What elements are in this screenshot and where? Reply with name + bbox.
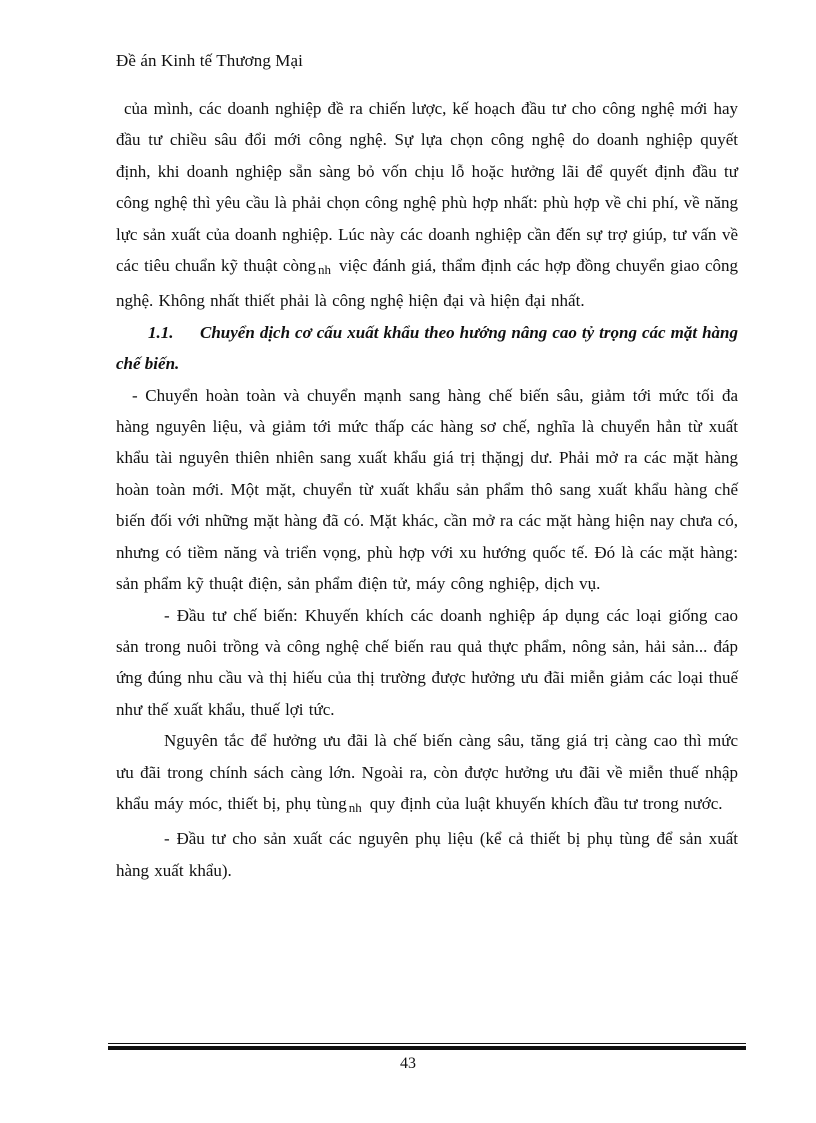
paragraph-3: - Đầu tư chế biến: Khuyến khích các doanh nghiệp áp dụng các loại giống cao sản trong nuôi trồng và công nghệ chế biến rau quả thực phẩm, nông sản, hải sản... đáp ứng đúng nhu cầu và thị hiếu của thị trường được hưởng ưu đãi miễn giảm các loại thuế như thế xuất khẩu, thuế lợi tức. bbox=[116, 605, 738, 719]
paragraph-4-text-a: Nguyên tắc để hưởng ưu đãi là chế biến càng sâu, tăng giá trị càng cao thì mức ưu đãi trong chính sách càng lớn. Ngoài ra, còn được hưởng ưu đãi về miễn thuế nhập khẩu máy móc, thiết bị, phụ tùng bbox=[116, 731, 738, 813]
page-number: 43 bbox=[400, 1055, 416, 1072]
footer-rule-thin bbox=[108, 1043, 746, 1044]
footer-rule-thick bbox=[108, 1046, 746, 1050]
paragraph-5: - Đầu tư cho sản xuất các nguyên phụ liệu (kể cả thiết bị phụ tùng để sản xuất hàng xuất khẩu). bbox=[116, 829, 738, 880]
paragraph-2: - Chuyển hoàn toàn và chuyển mạnh sang hàng chế biến sâu, giảm tới mức tối đa hàng nguyên liệu, và giảm tới mức thấp các hàng sơ chế, nghĩa là chuyển hẳn từ xuất khẩu tài nguyên thiên nhiên sang xuất khẩu giá trị thặngj dư. Phải mở ra các mặt hàng hoàn toàn mới. Một mặt, chuyển từ xuất khẩu sản phẩm thô sang xuất khẩu hàng chế biến đối với những mặt hàng đã có. Mặt khác, cần mở ra các mặt hàng hiện nay chưa có, nhưng có tiềm năng và triển vọng, phù hợp với xu hướng quốc tế. Đó là các mặt hàng: sản phẩm kỹ thuật điện, sản phẩm điện tử, máy công nghiệp, dịch vụ. bbox=[116, 385, 738, 594]
paragraph-1-text-b: việc đánh giá, thẩm định các hợp đồng chuyển giao công nghệ. Không nhất thiết phải là công nghệ hiện đại và hiện đại nhất. bbox=[116, 256, 738, 311]
section-heading-number: 1.1. bbox=[148, 322, 174, 342]
paragraph-4-text-b: quy định của luật khuyến khích đầu tư trong nước. bbox=[369, 793, 723, 813]
section-heading-text: Chuyển dịch cơ cấu xuất khẩu theo hướng nâng cao tỷ trọng các mặt hàng chế biến. bbox=[116, 322, 738, 374]
section-heading bbox=[116, 317, 738, 380]
body-text bbox=[116, 93, 738, 886]
paragraph-1 bbox=[116, 93, 738, 317]
paragraph-4-subscript: nh bbox=[348, 799, 362, 815]
paragraph-4 bbox=[116, 725, 738, 823]
page-header-title: Đề án Kinh tế Thương Mại bbox=[116, 51, 303, 70]
paragraph-1-text-a: của mình, các doanh nghiệp đề ra chiến lược, kế hoạch đầu tư cho công nghệ mới hay đầu tư chiều sâu đổi mới công nghệ. Sự lựa chọn công nghệ do doanh nghiệp quyết định, khi doanh nghiệp sẵn sàng bỏ vốn chịu lỗ hoặc hưởng lãi để quyết định đầu tư công nghệ thì yêu cầu là phải chọn công nghệ phù hợp nhất: phù hợp về chi phí, về năng lực sản xuất của doanh nghiệp. Lúc này các doanh nghiệp cần đến sự trợ giúp, tư vấn về các tiêu chuẩn kỹ thuật còng bbox=[116, 99, 738, 276]
paragraph-1-subscript: nh bbox=[317, 262, 331, 278]
